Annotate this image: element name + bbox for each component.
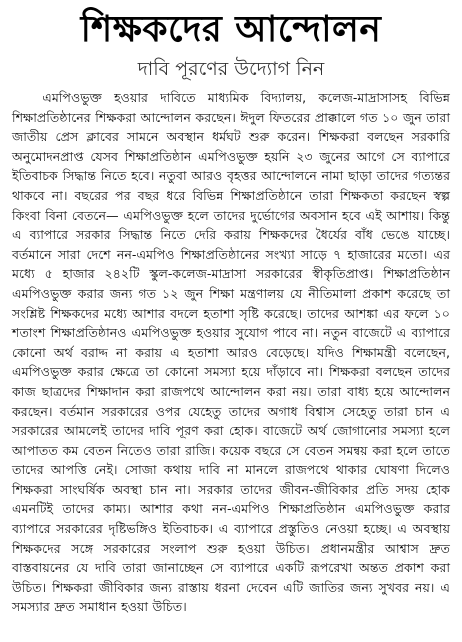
subheadline-row <box>12 56 450 82</box>
subheadline: দাবি পূরণের উদ্যোগ নিন <box>137 58 325 80</box>
article-body: এমপিওভুক্ত হওয়ার দাবিতে মাধ্যমিক বিদ্যালয়, কলেজ-মাদ্রাসাসহ বিভিন্ন শিক্ষাপ্রতিষ্ঠানের শিক্ষকরা আন্দোলন করছেন। ঈদুল ফিতরের প্রাক্কালে গত ১০ জুন তারা জাতীয় প্রেস ক্লাবের সামনে অবস্থান ধর্মঘট শুরু করেন। শিক্ষকরা বলছেন সরকারি অনুমোদনপ্রাপ্ত যেসব শিক্ষাপ্রতিষ্ঠান এমপিওভুক্ত হয়নি ২৩ জুনের আগে সে ব্যাপারে ইতিবাচক সিদ্ধান্ত নিতে হবে। নতুবা আরও বৃহত্তর আন্দোলনে নামা ছাড়া তাদের গত্যন্তর থাকবে না। বছরের পর বছর ধরে বিভিন্ন শিক্ষাপ্রতিষ্ঠানে তারা শিক্ষকতা করছেন স্বল্প কিংবা বিনা বেতনে— এমপিওভুক্ত হলে তাদের দুর্ভোগের অবসান হবে এই আশায়। কিন্তু এ ব্যাপারে সরকার সিদ্ধান্ত নিতে দেরি করায় শিক্ষকদের ধৈর্যের বাঁধ ভেঙে যাচ্ছে। বর্তমানে সারা দেশে নন-এমপিও শিক্ষাপ্রতিষ্ঠানের সংখ্যা সাড়ে ৭ হাজারের মতো। এর মধ্যে ৫ হাজার ২৪২টি স্কুল-কলেজ-মাদ্রাসা সরকারের স্বীকৃতিপ্রাপ্ত। শিক্ষাপ্রতিষ্ঠান এমপিওভুক্ত করার জন্য গত ১২ জুন শিক্ষা মন্ত্রণালয় যে নীতিমালা প্রকাশ করেছে তা সংশ্লিষ্ট শিক্ষকদের মধ্যে আশার বদলে হতাশা সৃষ্টি করেছে। তাদের আশঙ্কা এর ফলে ১০ শতাংশ শিক্ষাপ্রতিষ্ঠানও এমপিওভুক্ত হওয়ার সুযোগ পাবে না। নতুন বাজেটে এ ব্যাপারে কোনো অর্থ বরাদ্দ না করায় এ হতাশা আরও বেড়েছে। যদিও শিক্ষামন্ত্রী বলেছেন, এমপিওভুক্ত করার ক্ষেত্রে তা কোনো সমস্যা হয়ে দাঁড়াবে না। শিক্ষকরা বলছেন তাদের কাজ ছাত্রদের শিক্ষাদান করা রাজপথে আন্দোলন করা নয়। তারা বাধ্য হয়ে আন্দোলন করছেন। বর্তমান সরকারের ওপর যেহেতু তাদের অগাধ বিশ্বাস সেহেতু তারা চান এ সরকারের আমলেই তাদের দাবি পূরণ করা হোক। বাজেটে অর্থ জোগানোর সমস্যা হলে আপাতত কম বেতন নিতেও তারা রাজি। কয়েক বছরে সে বেতন সমন্বয় করা হলে তাতে তাদের আপত্তি নেই। সোজা কথায় দাবি না মানলে রাজপথে থাকার ঘোষণা দিলেও শিক্ষকরা সাংঘর্ষিক অবস্থা চান না। সরকার তাদের জীবন-জীবিকার প্রতি সদয় হোক এমনটিই তাদের কাম্য। আশার কথা নন-এমপিও শিক্ষাপ্রতিষ্ঠান এমপিওভুক্ত করার ব্যাপারে সরকারের দৃষ্টিভঙ্গিও ইতিবাচক। এ ব্যাপারে প্রস্তুতিও নেওয়া হচ্ছে। এ অবস্থায় শিক্ষকদের সঙ্গে সরকারের সংলাপ শুরু হওয়া উচিত। প্রধানমন্ত্রীর আশ্বাস দ্রুত বাস্তবায়নের যে দাবি তারা জানাচ্ছেন সে ব্যাপারে একটি রূপরেখা অন্তত প্রকাশ করা উচিত। শিক্ষকরা জীবিকার জন্য রাস্তায় ধরনা দেবেন এটি জাতির জন্য সুখবর নয়। এ সমস্যার দ্রুত সমাধান হওয়া উচিত। <box>12 90 450 615</box>
headline: শিক্ষকদের আন্দোলন <box>80 9 382 50</box>
